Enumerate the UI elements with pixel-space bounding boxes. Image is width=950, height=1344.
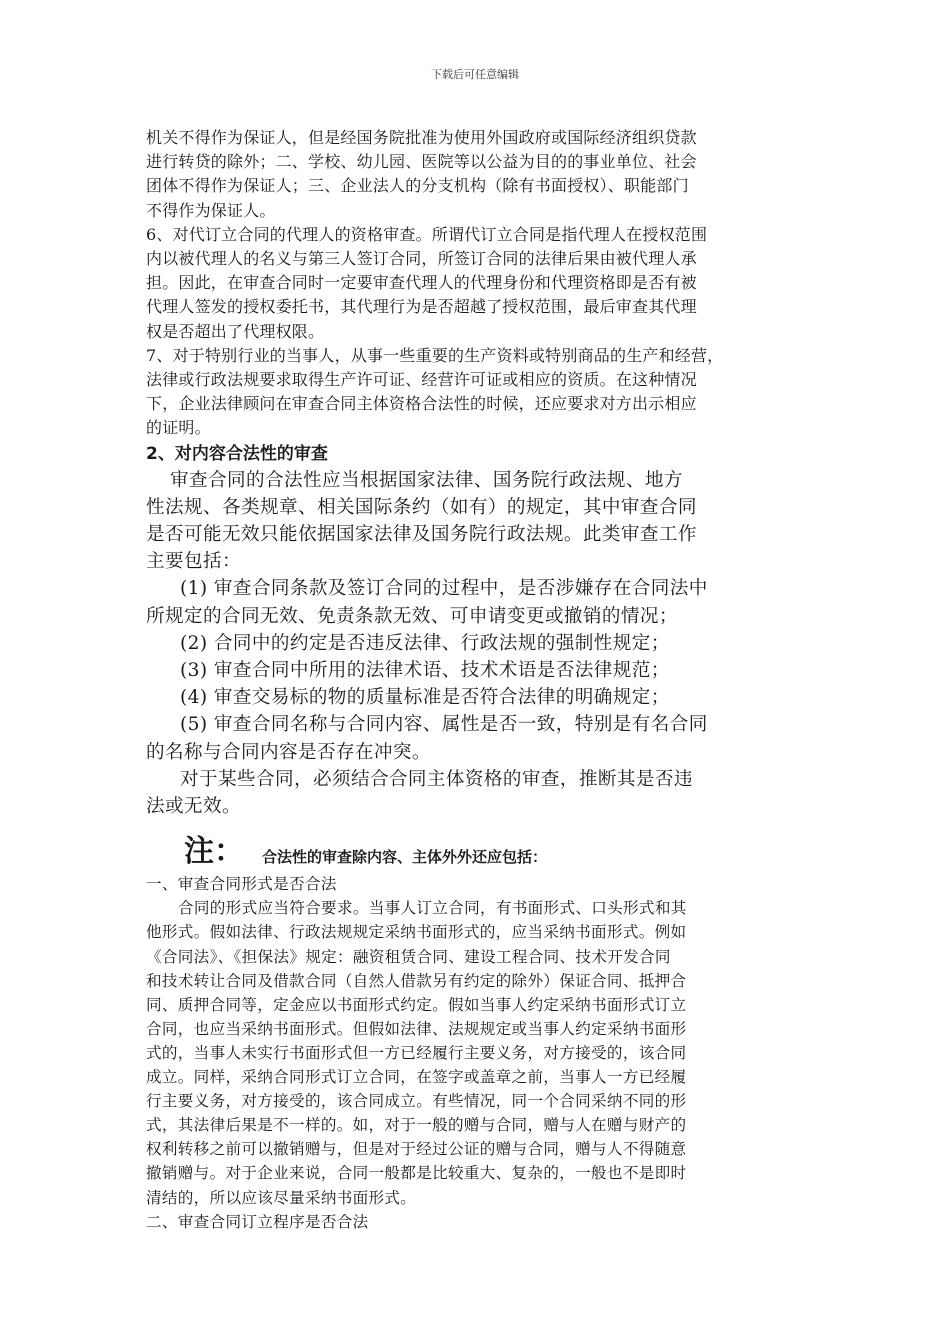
text-line: 7、对于特别行业的当事人，从事一些重要的生产资料或特别商品的生产和经营， bbox=[146, 345, 724, 365]
note-text: 合法性的审查除内容、主体外外还应包括： bbox=[262, 848, 548, 867]
text-line: 同、质押合同等，定金应以书面形式约定。假如当事人约定采纳书面形式订立 bbox=[146, 995, 687, 1014]
section-heading: 2、对内容合法性的审查 bbox=[146, 443, 328, 464]
list-item: (2) 合同中的约定是否违反法律、行政法规的强制性规定； bbox=[180, 632, 670, 654]
text-line: 是否可能无效只能依据国家法律及国务院行政法规。此类审查工作 bbox=[146, 524, 697, 546]
text-line: 成立。同样，采纳合同形式订立合同，在签字或盖章之前，当事人一方已经履 bbox=[146, 1068, 687, 1087]
section-form-legality bbox=[146, 872, 806, 1233]
document-body bbox=[146, 126, 806, 1234]
text-line: 撤销赠与。对于企业来说，合同一般都是比较重大、复杂的，一般也不是即时 bbox=[146, 1164, 687, 1183]
text-line: 行主要义务，对方接受的，该合同成立。有些情况，同一个合同采纳不同的形 bbox=[146, 1092, 687, 1111]
note-label: 注： bbox=[184, 834, 244, 870]
page-header: 下载后可任意编辑 bbox=[431, 68, 519, 81]
text-line: 权是否超出了代理权限。 bbox=[146, 321, 325, 341]
text-line: 合同，也应当采纳书面形式。但假如法律、法规规定或当事人约定采纳书面形 bbox=[146, 1019, 687, 1038]
text-line: 代理人签发的授权委托书，其代理行为是否超越了授权范围，最后审查其代理 bbox=[146, 297, 697, 317]
text-line: 性法规、各类规章、相关国际条约（如有）的规定，其中审查合同 bbox=[146, 496, 697, 518]
text-line: 清结的，所以应该尽量采纳书面形式。 bbox=[146, 1188, 417, 1207]
subheading: 二、审查合同订立程序是否合法 bbox=[146, 1212, 369, 1231]
note-block bbox=[146, 826, 806, 872]
text-line: 进行转贷的除外；二、学校、幼儿园、医院等以公益为目的的事业单位、社会 bbox=[146, 152, 697, 172]
section-subject-qualification bbox=[146, 126, 806, 441]
text-line: 《合同法》、《担保法》规定：融资租赁合同、建设工程合同、技术开发合同 bbox=[146, 947, 671, 966]
list-item: (4) 审查交易标的物的质量标准是否符合法律的明确规定； bbox=[180, 687, 670, 709]
text-line: 担。因此，在审查合同时一定要审查代理人的代理身份和代理资格即是否有被 bbox=[146, 273, 697, 293]
text-line: 6、对代订立合同的代理人的资格审查。所谓代订立合同是指代理人在授权范围 bbox=[146, 224, 708, 244]
list-item: (5) 审查合同名称与合同内容、属性是否一致，特别是有名合同 bbox=[180, 714, 708, 736]
text-line: 式的，当事人未实行书面形式但一方已经履行主要义务，对方接受的，该合同 bbox=[146, 1043, 687, 1062]
text-line: 下，企业法律顾问在审查合同主体资格合法性的时候，还应要求对方出示相应 bbox=[146, 394, 697, 414]
text-line: 主要包括： bbox=[146, 551, 241, 573]
text-line: 机关不得作为保证人，但是经国务院批准为使用外国政府或国际经济组织贷款 bbox=[146, 128, 697, 147]
text-line: 团体不得作为保证人；三、企业法人的分支机构（除有书面授权）、职能部门 bbox=[146, 176, 689, 196]
text-line: 和技术转让合同及借款合同（自然人借款另有约定的除外）保证合同、抵押合 bbox=[146, 971, 687, 990]
text-line: 法律或行政法规要求取得生产许可证、经营许可证或相应的资质。在这种情况 bbox=[146, 370, 697, 390]
section-content-legality bbox=[146, 467, 806, 821]
text-line: 的证明。 bbox=[146, 418, 211, 438]
text-line: 不得作为保证人。 bbox=[146, 200, 276, 220]
text-line: 合同的形式应当符合要求。当事人订立合同，有书面形式、口头形式和其 bbox=[178, 899, 687, 918]
text-line: 式，其法律后果是不一样的。如，对于一般的赠与合同，赠与人在赠与财产的 bbox=[146, 1116, 687, 1135]
list-item: (1) 审查合同条款及签订合同的过程中，是否涉嫌存在合同法中 bbox=[180, 578, 708, 600]
text-line: 所规定的合同无效、免责条款无效、可申请变更或撤销的情况； bbox=[146, 605, 678, 627]
subheading: 一、审查合同形式是否合法 bbox=[146, 875, 337, 894]
text-line: 内以被代理人的名义与第三人签订合同，所签订合同的法律后果由被代理人承 bbox=[146, 249, 697, 269]
list-item: (3) 审查合同中所用的法律术语、技术术语是否法律规范； bbox=[180, 660, 670, 682]
text-line: 对于某些合同，必须结合合同主体资格的审查，推断其是否违 bbox=[180, 768, 693, 790]
text-line: 法或无效。 bbox=[146, 796, 241, 818]
text-line: 的名称与合同内容是否存在冲突。 bbox=[146, 741, 431, 763]
text-line: 权利转移之前可以撤销赠与，但是对于经过公证的赠与合同，赠与人不得随意 bbox=[146, 1140, 687, 1159]
text-line: 审查合同的合法性应当根据国家法律、国务院行政法规、地方 bbox=[170, 469, 683, 491]
text-line: 他形式。假如法律、行政法规规定采纳书面形式的，应当采纳书面形式。例如 bbox=[146, 923, 687, 942]
